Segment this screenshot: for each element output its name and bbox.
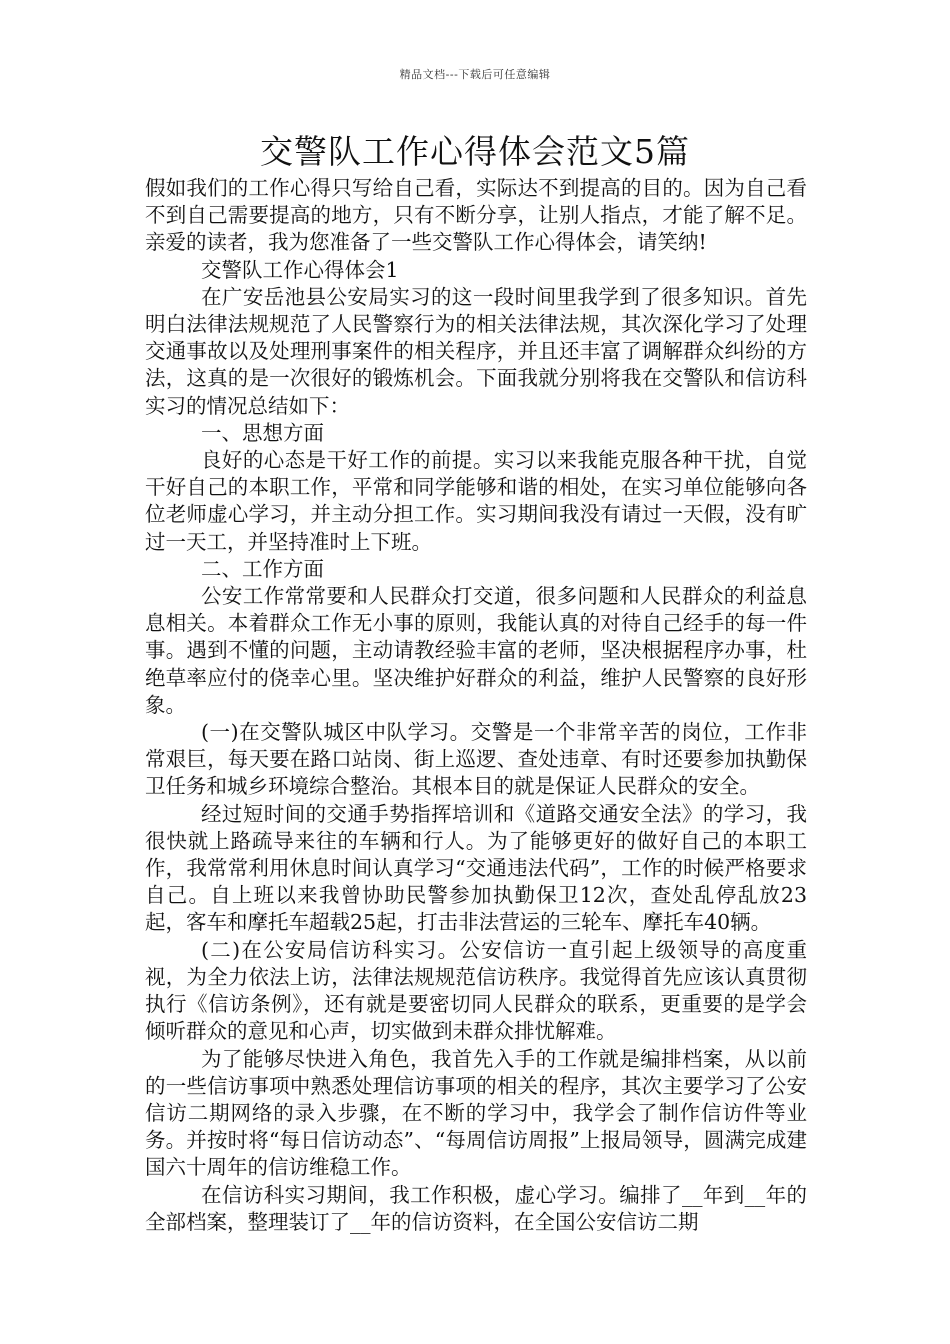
section-heading-1: 交警队工作心得体会1 xyxy=(201,257,399,282)
page-header-caption: 精品文档---下载后可任意编辑 xyxy=(399,68,551,81)
paragraph: 经过短时间的交通手势指挥培训和《道路交通安全法》的学习，我很快就上路疏导来往的车辆和行人。为了能够更好的做好自己的本职工作，我常常利用休息时间认真学习“交通违法代码”，工作的时候严格要求自己。自上班以来我曾协助民警参加执勤保卫12次，查处乱停乱放23起，客车和摩托车超载25起，打击非法营运的三轮车、摩托车40辆。 xyxy=(145,801,807,935)
paragraph: 在广安岳池县公安局实习的这一段时间里我学到了很多知识。首先明白法律法规规范了人民警察行为的相关法律法规，其次深化学习了处理交通事故以及处理刑事案件的相关程序，并且还丰富了调解群众纠纷的方法，这真的是一次很好的锻炼机会。下面我就分别将我在交警队和信访科实习的情况总结如下： xyxy=(145,284,807,418)
paragraph: 为了能够尽快进入角色，我首先入手的工作就是编排档案，从以前的一些信访事项中熟悉处理信访事项的相关的程序，其次主要学习了公安信访二期网络的录入步骤，在不断的学习中，我学会了制作信访件等业务。并按时将“每日信访动态”、“每周信访周报”上报局领导，圆满完成建国六十周年的信访维稳工作。 xyxy=(145,1046,807,1180)
paragraph-intro: 假如我们的工作心得只写给自己看，实际达不到提高的目的。因为自己看不到自己需要提高的地方，只有不断分享，让别人指点，才能了解不足。亲爱的读者，我为您准备了一些交警队工作心得体会，请笑纳! xyxy=(145,176,807,255)
document-title: 交警队工作心得体会范文5篇 xyxy=(260,132,690,171)
paragraph: 公安工作常常要和人民群众打交道，很多问题和人民群众的利益息息相关。本着群众工作无小事的原则，我能认真的对待自己经手的每一件事。遇到不懂的问题，主动请教经验丰富的老师，坚决根据程序办事，杜绝草率应付的侥幸心里。坚决维护好群众的利益，维护人民警察的良好形象。 xyxy=(145,584,807,717)
paragraph: 良好的心态是干好工作的前提。实习以来我能克服各种干扰，自觉干好自己的本职工作，平常和同学能够和谐的相处，在实习单位能够向各位老师虚心学习，并主动分担工作。实习期间我没有请过一天假，没有旷过一天工，并坚持准时上下班。 xyxy=(145,448,807,554)
subsection-heading-thought: 一、思想方面 xyxy=(201,420,324,445)
subsection-heading-work: 二、工作方面 xyxy=(201,556,324,581)
paragraph: (一)在交警队城区中队学习。交警是一个非常辛苦的岗位，工作非常艰巨，每天要在路口站岗、街上巡逻、查处违章、有时还要参加执勤保卫任务和城乡环境综合整治。其根本目的就是保证人民群众的安全。 xyxy=(145,720,807,799)
paragraph: (二)在公安局信访科实习。公安信访一直引起上级领导的高度重视，为全力依法上访，法律法规规范信访秩序。我觉得首先应该认真贯彻执行《信访条例》，还有就是要密切同人民群众的联系，更重要的是学会倾听群众的意见和心声，切实做到未群众排忧解难。 xyxy=(145,937,807,1044)
paragraph: 在信访科实习期间，我工作积极，虚心学习。编排了__年到__年的全部档案，整理装订了__年的信访资料，在全国公安信访二期 xyxy=(145,1182,807,1234)
document-body xyxy=(145,175,807,1236)
